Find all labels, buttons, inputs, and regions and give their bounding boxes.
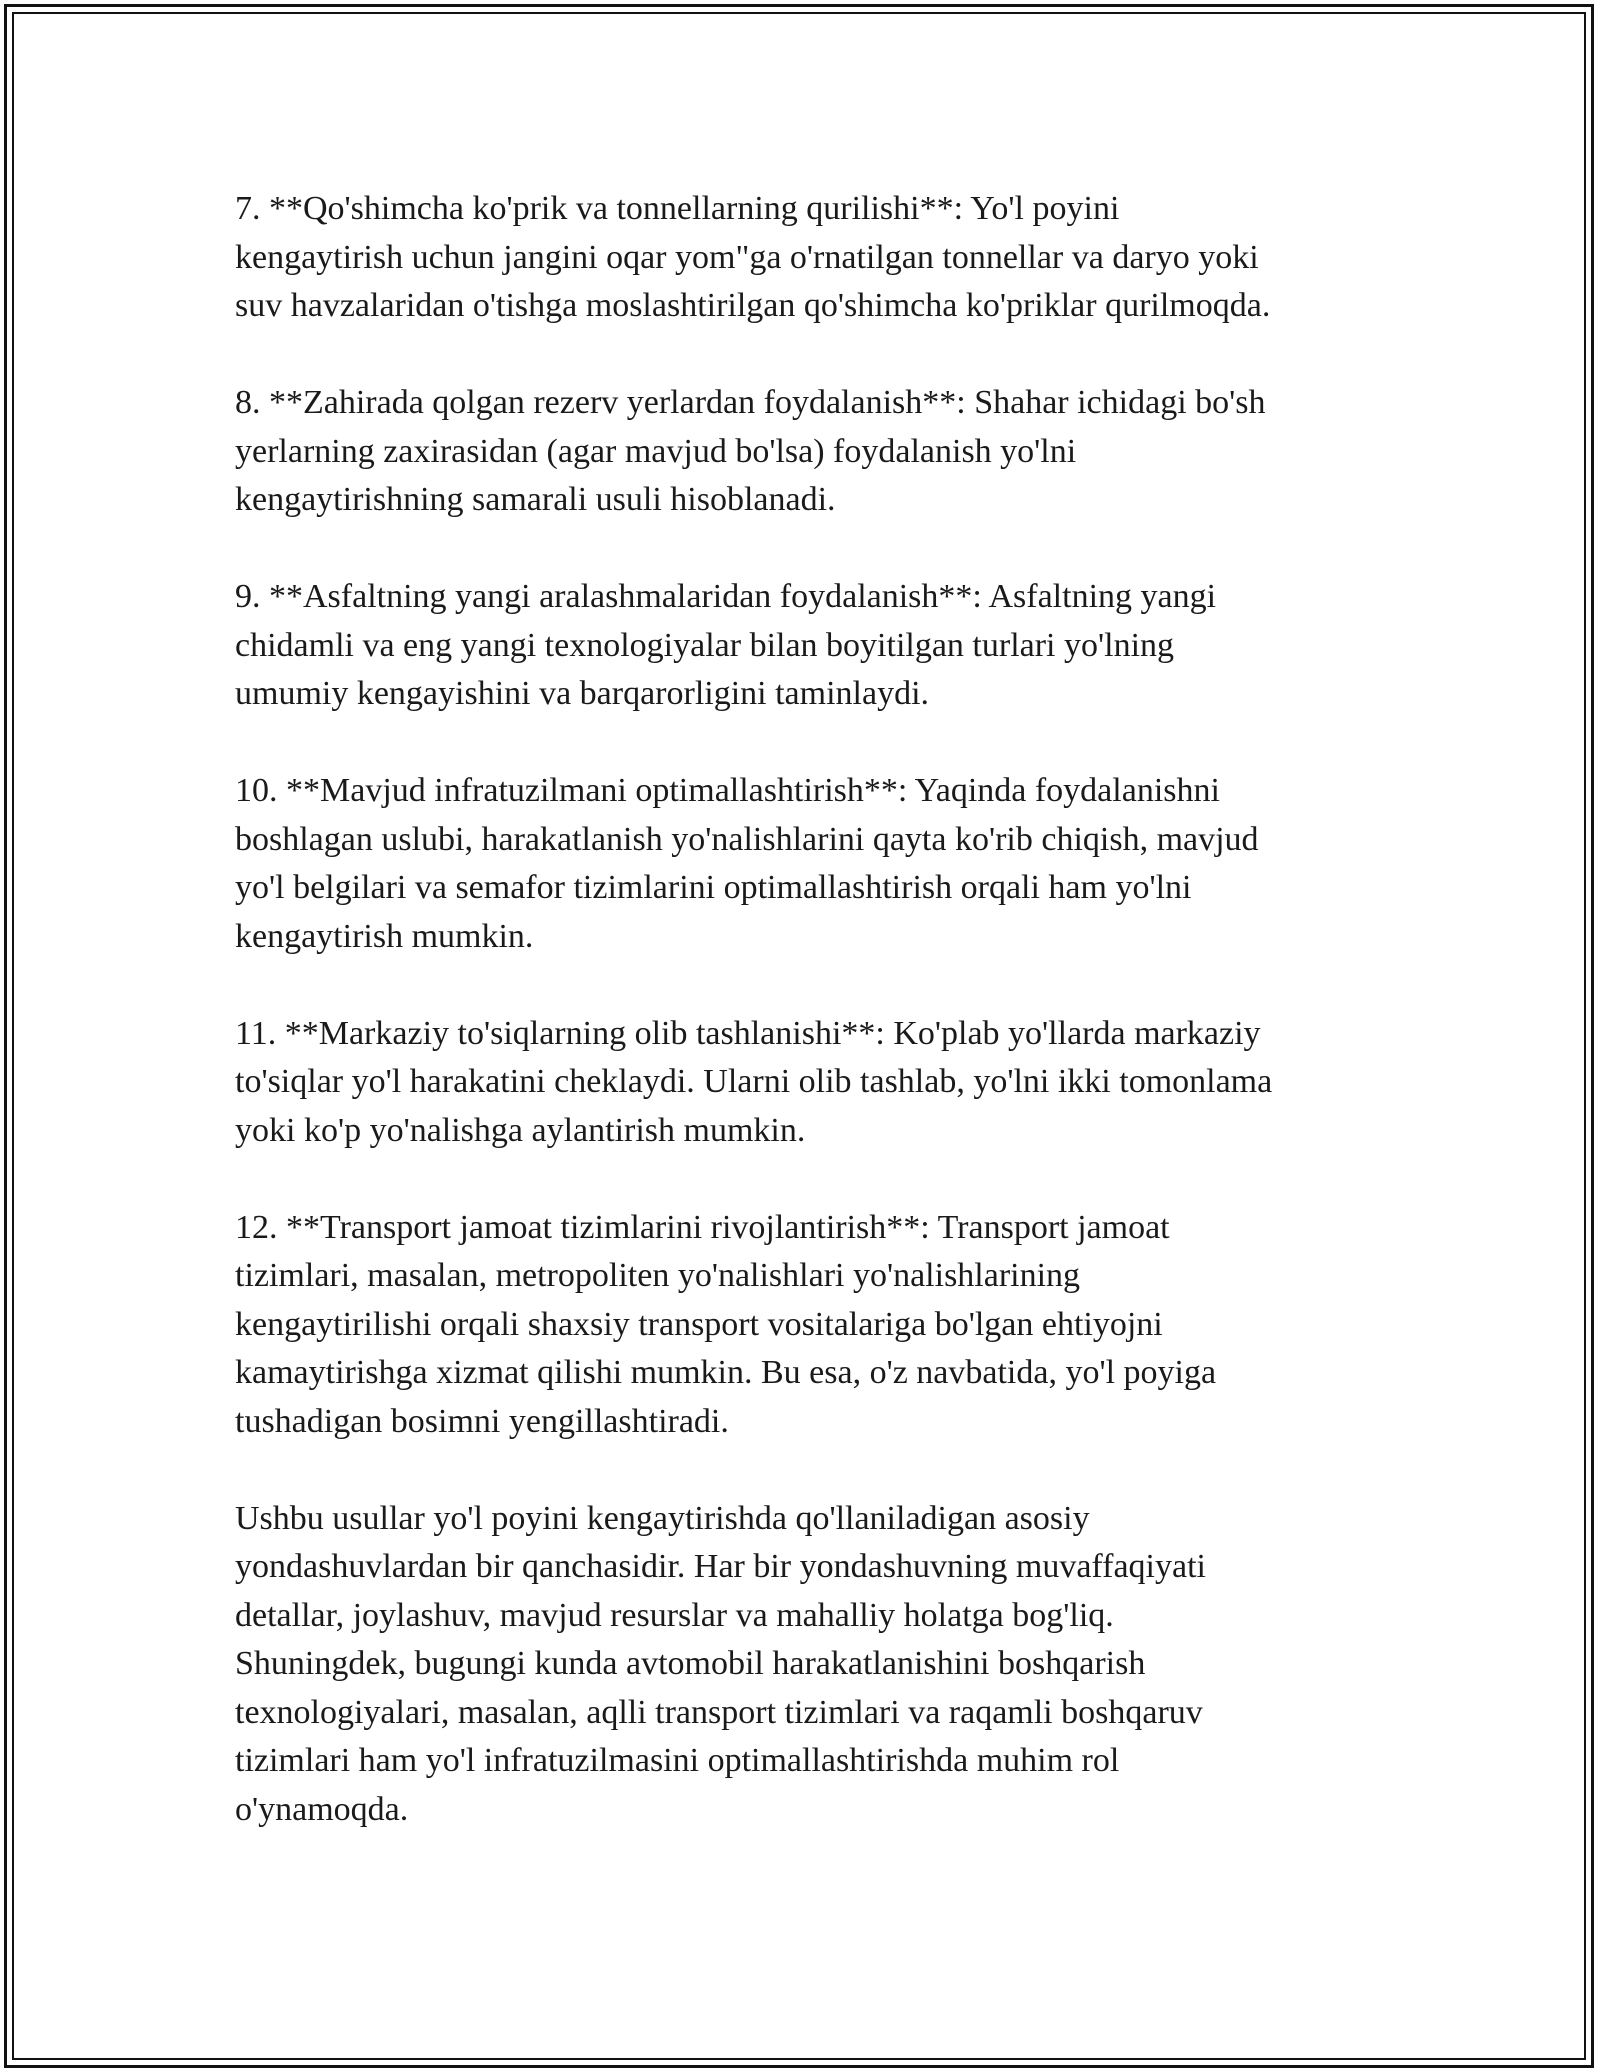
paragraph-item-9: 9. **Asfaltning yangi aralashmalaridan foydalanish**: Asfaltning yangi chidamli va eng yangi texnologiyalar bilan boyitilgan turlari yo'lning umumiy kengayishini va barqarorligini taminlaydi. <box>235 578 1217 712</box>
paragraph-conclusion: Ushbu usullar yo'l poyini kengaytirishda qo'llaniladigan asosiy yondashuvlardan bir qanchasidir. Har bir yondashuvning muvaffaqiyati detallar, joylashuv, mavjud resurslar va mahalliy holatga bog'liq. Shuningdek, bugungi kunda avtomobil harakatlanishini boshqarish texnologiyalari, masalan, aqlli transport tizimlari va raqamli boshqaruv tizimlari ham yo'l infratuzilmasini optimallashtirishda muhim rol o'ynamoqda. <box>235 1499 1206 1828</box>
paragraph-item-7: 7. **Qo'shimcha ko'prik va tonnellarning qurilishi**: Yo'l poyini kengaytirish uchun jangini oqar yom"ga o'rnatilgan tonnellar va daryo yoki suv havzalaridan o'tishga moslashtirilgan qo'shimcha ko'priklar qurilmoqda. <box>235 190 1271 324</box>
paragraph-item-10: 10. **Mavjud infratuzilmani optimallashtirish**: Yaqinda foydalanishni boshlagan uslubi, harakatlanish yo'nalishlarini qayta ko'rib chiqish, mavjud yo'l belgilari va semafor tizimlarini optimallashtirish orqali ham yo'lni kengaytirish mumkin. <box>235 772 1259 955</box>
paragraph-item-12: 12. **Transport jamoat tizimlarini rivojlantirish**: Transport jamoat tizimlari, masalan, metropoliten yo'nalishlari yo'nalishlarining kengaytirilishi orqali shaxsiy transport vositalariga bo'lgan ehtiyojni kamaytirishga xizmat qilishi mumkin. Bu esa, o'z navbatida, yo'l poyiga tushadigan bosimni yengillashtiradi. <box>235 1208 1217 1440</box>
paragraph-item-8: 8. **Zahirada qolgan rezerv yerlardan foydalanish**: Shahar ichidagi bo'sh yerlarning zaxirasidan (agar mavjud bo'lsa) foydalanish yo'lni kengaytirishning samarali usuli hisoblanadi. <box>235 384 1266 518</box>
document-body <box>235 185 1370 1834</box>
paragraph-item-11: 11. **Markaziy to'siqlarning olib tashlanishi**: Ko'plab yo'llarda markaziy to'siqlar yo'l harakatini cheklaydi. Ularni olib tashlab, yo'lni ikki tomonlama yoki ko'p yo'nalishga aylantirish mumkin. <box>235 1014 1273 1149</box>
